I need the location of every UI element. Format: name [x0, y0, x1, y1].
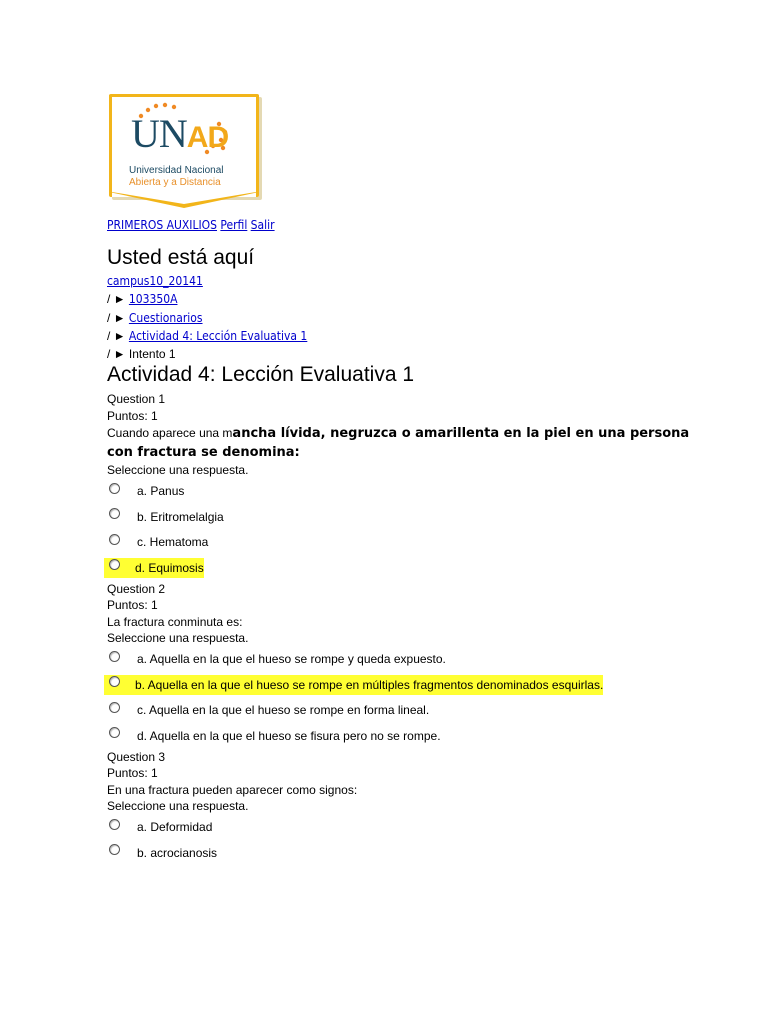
radio-button[interactable] — [109, 559, 120, 570]
course-link[interactable]: PRIMEROS AUXILIOS — [107, 218, 218, 232]
radio-button[interactable] — [109, 508, 120, 519]
answer-option[interactable]: c. Aquella en la que el hueso se rompe en forma lineal. — [107, 698, 707, 724]
radio-button[interactable] — [109, 534, 120, 545]
question-points: Puntos: 1 — [107, 766, 158, 780]
question-points: Puntos: 1 — [107, 408, 158, 423]
answer-option-highlighted[interactable]: d. Equimosis — [107, 555, 707, 581]
answer-option[interactable]: a. Panus — [107, 479, 707, 505]
question-text: En una fractura pueden aparecer como signos: — [107, 782, 358, 797]
question-3 — [107, 749, 707, 866]
radio-button[interactable] — [109, 676, 120, 687]
breadcrumb-row: / ► Actividad 4: Lección Evaluativa 1 — [107, 329, 308, 343]
breadcrumb-course[interactable]: 103350A — [128, 292, 178, 306]
page-title: Actividad 4: Lección Evaluativa 1 — [107, 363, 415, 386]
breadcrumb-row: / ► Cuestionarios — [107, 310, 203, 325]
breadcrumb-row: / ► 103350A — [107, 292, 178, 306]
breadcrumb-row: / ► Intento 1 — [107, 346, 176, 361]
radio-button[interactable] — [109, 844, 120, 855]
breadcrumb — [107, 272, 707, 363]
radio-button[interactable] — [109, 651, 120, 662]
breadcrumb-current: Intento 1 — [128, 346, 176, 361]
radio-button[interactable] — [109, 727, 120, 738]
question-number: Question 2 — [107, 581, 166, 596]
question-instruction: Seleccione una respuesta. — [107, 631, 249, 645]
question-text: La fractura conminuta es: — [107, 614, 243, 629]
answer-option[interactable]: c. Hematoma — [107, 530, 707, 556]
logout-link[interactable]: Salir — [250, 218, 275, 232]
question-1 — [107, 391, 707, 581]
question-number: Question 3 — [107, 749, 166, 764]
logo-subtitle-2: Abierta y a Distancia — [129, 177, 221, 188]
breadcrumb-activity[interactable]: Actividad 4: Lección Evaluativa 1 — [128, 329, 308, 343]
breadcrumb-campus[interactable]: campus10_20141 — [107, 274, 203, 288]
you-are-here-heading: Usted está aquí — [107, 246, 255, 269]
unad-logo — [107, 92, 259, 212]
question-instruction: Seleccione una respuesta. — [107, 463, 249, 477]
answer-option[interactable]: a. Deformidad — [107, 815, 707, 841]
answer-option[interactable]: b. Eritromelalgia — [107, 504, 707, 530]
top-nav — [107, 216, 707, 234]
profile-link[interactable]: Perfil — [220, 218, 248, 232]
radio-button[interactable] — [109, 702, 120, 713]
question-number: Question 1 — [107, 392, 166, 406]
logo-wordmark: UNAD — [131, 111, 229, 156]
question-instruction: Seleccione una respuesta. — [107, 799, 249, 813]
question-2 — [107, 581, 707, 749]
question-points: Puntos: 1 — [107, 598, 158, 612]
radio-button[interactable] — [109, 819, 120, 830]
answer-option[interactable]: b. acrocianosis — [107, 840, 707, 866]
answer-option-highlighted[interactable]: b. Aquella en la que el hueso se rompe en múltiples fragmentos denominados esquirlas. — [107, 672, 707, 698]
logo-subtitle-1: Universidad Nacional — [129, 165, 224, 176]
answer-option[interactable]: a. Aquella en la que el hueso se rompe y queda expuesto. — [107, 647, 707, 673]
breadcrumb-quizzes[interactable]: Cuestionarios — [128, 310, 203, 325]
page-content — [107, 92, 707, 866]
question-text: Cuando aparece una mancha lívida, negruzca o amarillenta en la piel en una persona con fractura se denomina: — [107, 426, 690, 460]
radio-button[interactable] — [109, 483, 120, 494]
answer-option[interactable]: d. Aquella en la que el hueso se fisura pero no se rompe. — [107, 723, 707, 749]
